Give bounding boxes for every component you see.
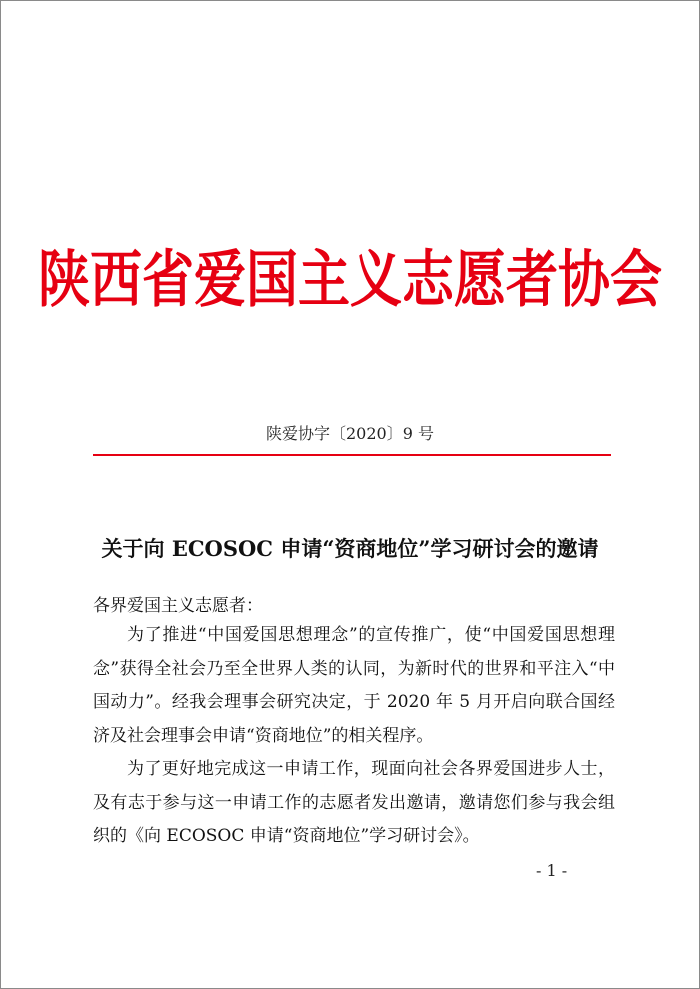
salutation: 各界爱国主义志愿者：: [93, 596, 263, 616]
red-divider-line: [93, 454, 611, 456]
document-number: 陕爱协字〔2020〕9 号: [266, 424, 434, 443]
organization-title: 陕西省爱国主义志愿者协会: [37, 244, 662, 316]
page-number: - 1 -: [536, 861, 568, 880]
body-paragraph-2: 为了更好地完成这一申请工作，现面向社会各界爱国进步人士，及有志于参与这一申请工作的志愿者发出邀请，邀请您们参与我会组织的《向 ECOSOC 申请“资商地位”学习研讨会》。: [93, 759, 615, 846]
body-text: [93, 619, 615, 854]
body-paragraph-1: 为了推进“中国爱国思想理念”的宣传推广，使“中国爱国思想理念”获得全社会乃至全世界人类的认同，为新时代的世界和平注入“中国动力”。经我会理事会研究决定，于 2020 年 5 月开启向联合国经济及社会理事会申请“资商地位”的相关程序。: [93, 625, 615, 746]
document-title: 关于向 ECOSOC 申请“资商地位”学习研讨会的邀请: [101, 536, 599, 561]
